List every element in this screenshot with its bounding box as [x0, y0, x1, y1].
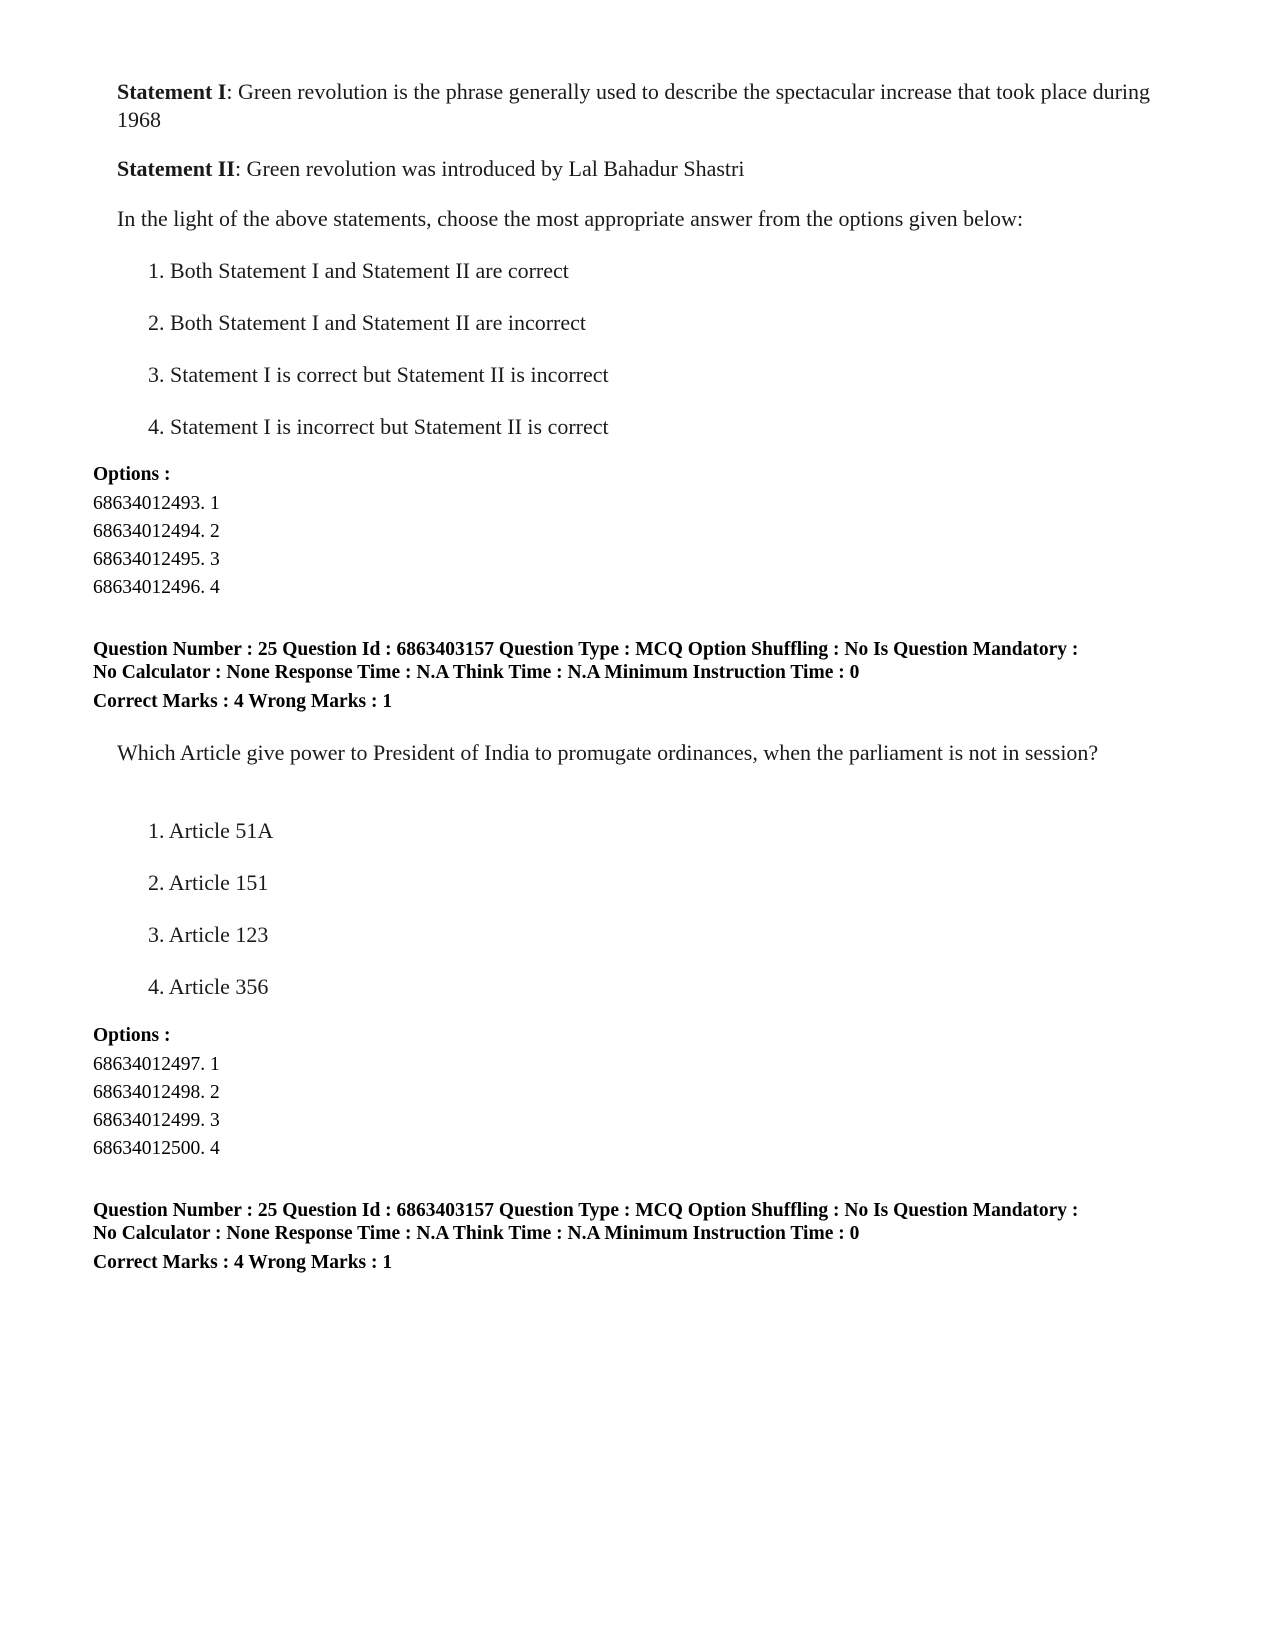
option-id-2: 68634012498. 2 — [93, 1082, 220, 1103]
choice-4: 4. Article 356 — [148, 974, 269, 999]
question-meta-line-2: No Calculator : None Response Time : N.A Think Time : N.A Minimum Instruction Time : 0 — [93, 662, 860, 683]
option-id-1: 68634012493. 1 — [93, 493, 220, 514]
question-text: Which Article give power to President of India to promugate ordinances, when the parliament is not in session? — [117, 740, 1099, 765]
choice-1: 1. Article 51A — [148, 818, 274, 843]
option-id-4: 68634012496. 4 — [93, 577, 220, 598]
option-id-3: 68634012495. 3 — [93, 549, 220, 570]
options-label: Options : — [93, 464, 171, 485]
option-id-4: 68634012500. 4 — [93, 1138, 220, 1159]
option-id-1: 68634012497. 1 — [93, 1054, 220, 1075]
marks-line: Correct Marks : 4 Wrong Marks : 1 — [93, 1252, 393, 1273]
choice-4: 4. Statement I is incorrect but Statement II is correct — [148, 414, 609, 439]
option-id-2: 68634012494. 2 — [93, 521, 220, 542]
instruction-text: In the light of the above statements, choose the most appropriate answer from the options given below: — [117, 206, 1024, 231]
statement-2-label: Statement II — [117, 156, 235, 181]
choice-3: 3. Article 123 — [148, 922, 269, 947]
choice-3: 3. Statement I is correct but Statement II is incorrect — [148, 362, 609, 387]
question-meta-line-1: Question Number : 25 Question Id : 6863403157 Question Type : MCQ Option Shuffling : No Is Question Mandatory : — [93, 1200, 1079, 1221]
choice-1: 1. Both Statement I and Statement II are correct — [148, 258, 569, 283]
statement-1-label: Statement I — [117, 79, 227, 104]
statement-1-text: : Green revolution is the phrase generally used to describe the spectacular increase that took place during 1968 — [117, 79, 1151, 132]
choice-2: 2. Article 151 — [148, 870, 269, 895]
statement-2 — [117, 155, 1177, 183]
statement-2-text: : Green revolution was introduced by Lal Bahadur Shastri — [234, 156, 745, 181]
statement-1 — [117, 78, 1177, 134]
option-id-3: 68634012499. 3 — [93, 1110, 220, 1131]
question-meta-line-2: No Calculator : None Response Time : N.A Think Time : N.A Minimum Instruction Time : 0 — [93, 1223, 860, 1244]
options-label: Options : — [93, 1025, 171, 1046]
choice-2: 2. Both Statement I and Statement II are incorrect — [148, 310, 587, 335]
marks-line: Correct Marks : 4 Wrong Marks : 1 — [93, 691, 393, 712]
question-meta-line-1: Question Number : 25 Question Id : 6863403157 Question Type : MCQ Option Shuffling : No Is Question Mandatory : — [93, 639, 1079, 660]
